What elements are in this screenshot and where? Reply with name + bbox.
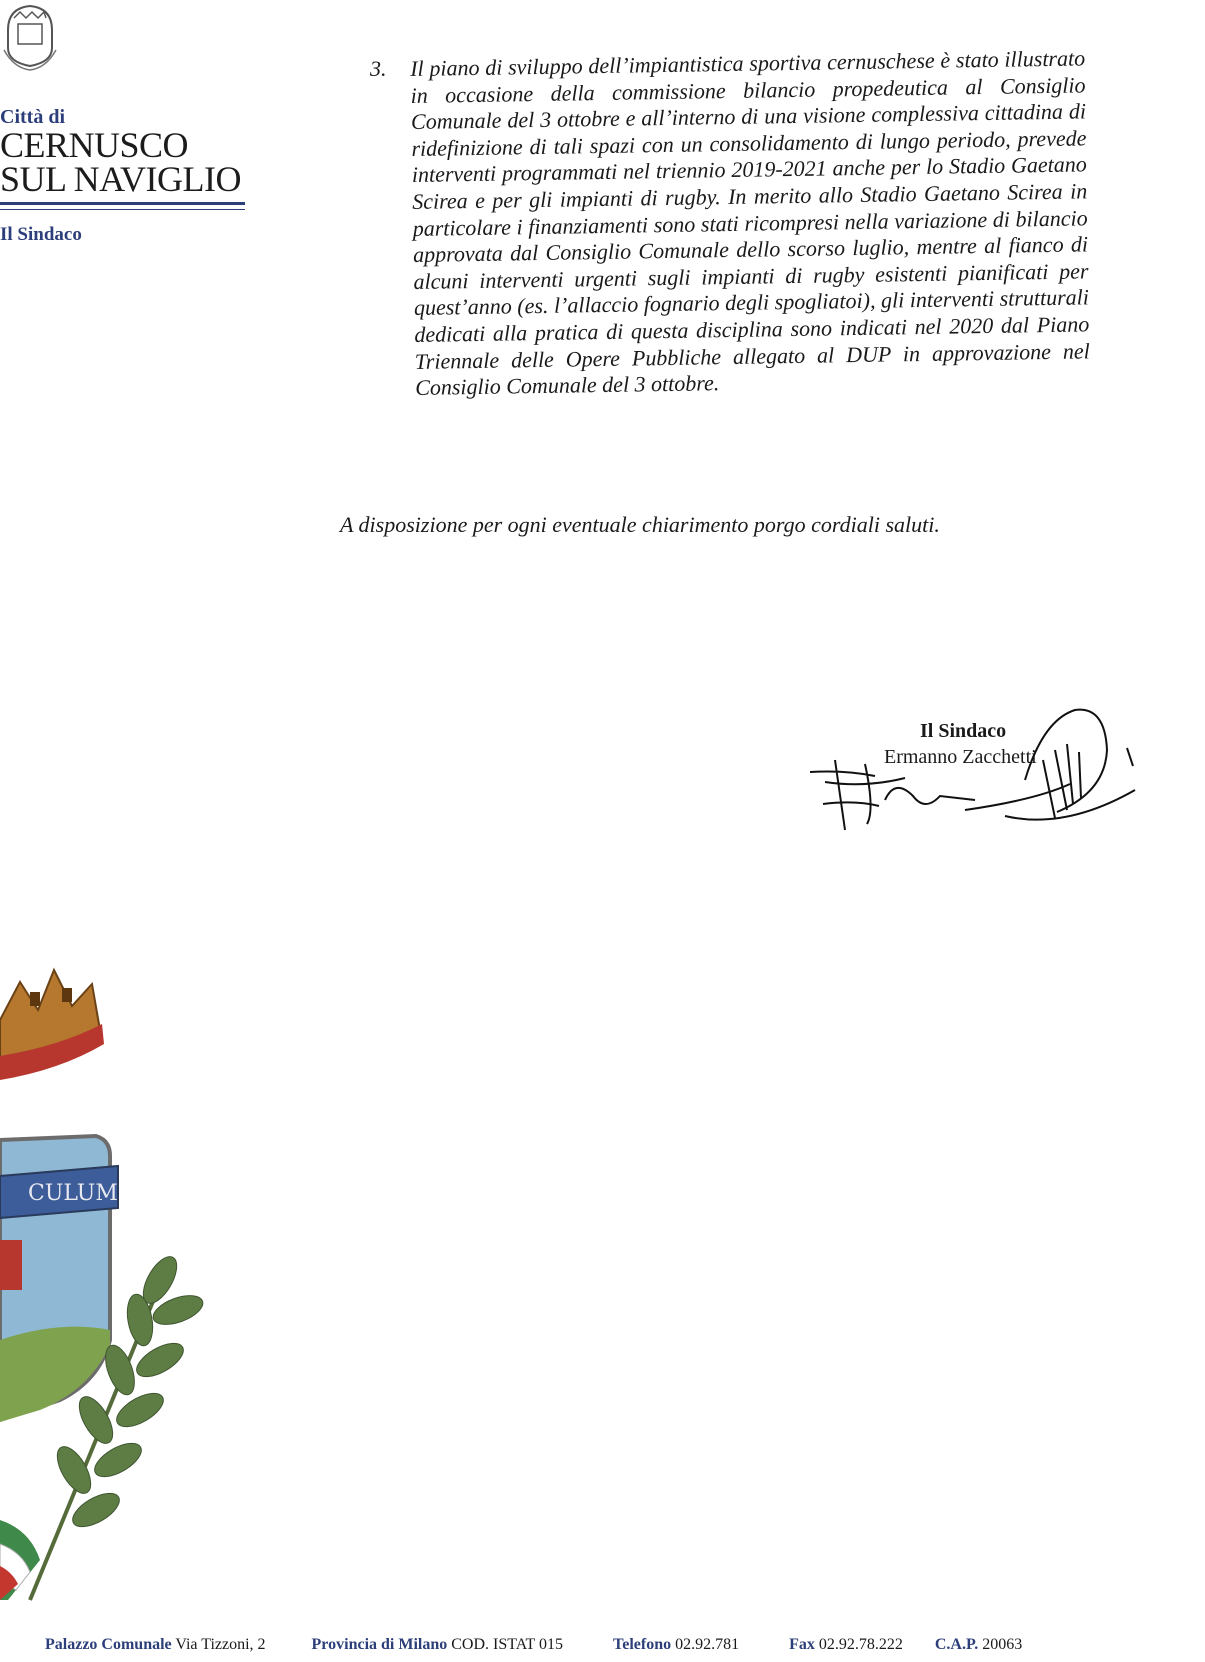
letterhead bbox=[0, 106, 260, 246]
closing-sentence: A disposizione per ogni eventuale chiarimento porgo cordiali saluti. bbox=[340, 512, 940, 537]
footer-fax-label: Fax bbox=[789, 1636, 815, 1653]
paragraph-number: 3. bbox=[370, 56, 387, 81]
footer-phone bbox=[613, 1636, 739, 1658]
letterhead-rule bbox=[0, 202, 245, 205]
footer-address-label: Palazzo Comunale bbox=[45, 1636, 172, 1653]
paragraph-text: Il piano di sviluppo dell’impiantistica sportiva cernuschese è stato illustrato in occasione della commissione bilancio propedeutica al Consiglio Comunale del 3 ottobre e all’interno di una visione complessiva cittadina di ridefinizione di tali spazi con un consolidamento di lungo periodo, prevede interventi programmati nel triennio 2019-2021 anche per lo Stadio Gaetano Scirea e per gli impianti di rugby. In merito allo Stadio Gaetano Scirea in particolare i finanziamenti sono stati ricompresi nella variazione di bilancio approvata dal Consiglio Comunale dello scorso luglio, mentre al fianco di alcuni interventi urgenti sugli impianti di rugby esistenti pianificati per quest’anno (es. l’allaccio fognario degli spogliatoi), gli interventi strutturali dedicati alla pratica di questa disciplina sono indicati nel 2020 dal Piano Triennale delle Opere Pubbliche allegato al DUP in approvazione nel Consiglio Comunale del 3 ottobre. bbox=[410, 45, 1090, 401]
footer-cap-value: 20063 bbox=[982, 1636, 1023, 1653]
office-label: Il Sindaco bbox=[0, 224, 82, 245]
handwritten-signature-icon bbox=[805, 700, 1145, 860]
city-seal-icon bbox=[0, 0, 60, 72]
letterhead-rule-thin bbox=[0, 209, 245, 210]
city-crest-icon bbox=[0, 960, 230, 1610]
footer-istat-value: COD. ISTAT 015 bbox=[451, 1636, 564, 1653]
footer-province bbox=[312, 1636, 563, 1658]
footer-phone-value: 02.92.781 bbox=[675, 1636, 740, 1653]
footer-address-value: Via Tizzoni, 2 bbox=[175, 1636, 266, 1653]
signature-role: Il Sindaco bbox=[920, 720, 1007, 742]
footer-fax-value: 02.92.78.222 bbox=[818, 1636, 903, 1653]
footer-cap-label: C.A.P. bbox=[934, 1636, 979, 1653]
footer-cap bbox=[935, 1636, 1022, 1658]
crest-banner-text: CULUM bbox=[28, 1181, 118, 1206]
city-prefix: Città di bbox=[0, 106, 65, 128]
footer-address bbox=[45, 1636, 266, 1658]
city-name-line2: SUL NAVIGLIO bbox=[0, 159, 241, 199]
footer bbox=[45, 1636, 1165, 1658]
signature-name: Ermanno Zacchetti bbox=[884, 746, 1037, 768]
numbered-paragraph bbox=[370, 45, 1090, 402]
city-name-line1: CERNUSCO bbox=[0, 125, 189, 165]
footer-province-label: Provincia di Milano bbox=[311, 1636, 448, 1653]
footer-phone-label: Telefono bbox=[613, 1636, 672, 1653]
footer-fax bbox=[789, 1636, 903, 1658]
